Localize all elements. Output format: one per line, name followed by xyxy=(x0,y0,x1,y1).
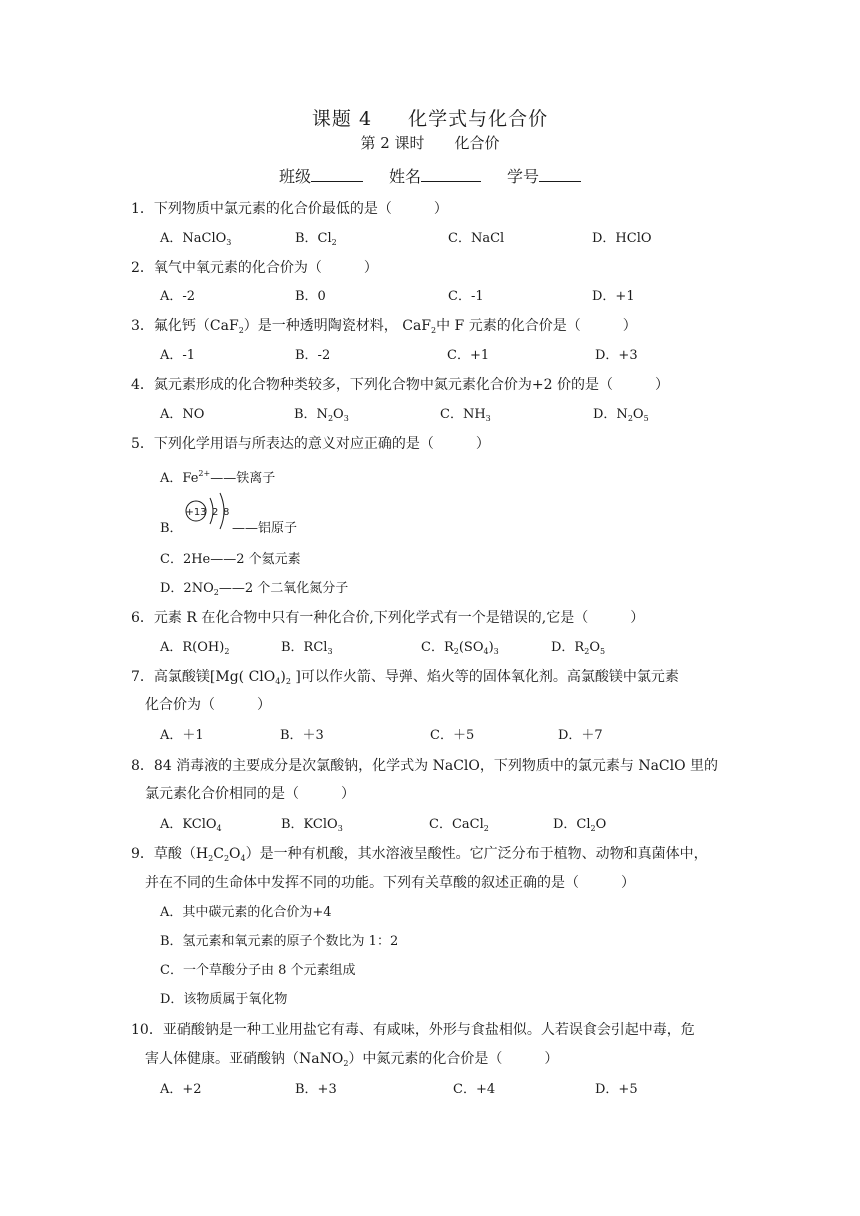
option-d[interactable]: D．＋7 xyxy=(558,728,603,743)
option-c[interactable]: C．+1 xyxy=(447,348,490,363)
option-d[interactable]: D．Cl2O xyxy=(553,817,607,833)
shell-2-electrons: 8 xyxy=(223,507,230,518)
question-1-stem: 1．下列物质中氯元素的化合价最低的是（ ） xyxy=(131,201,448,217)
question-8-options xyxy=(160,815,606,839)
option-a[interactable]: A．＋1 xyxy=(160,728,204,743)
question-7-stem-line-2: 化合价为（ ） xyxy=(145,697,271,713)
option-d[interactable]: D．+5 xyxy=(595,1082,638,1097)
question-9-option-b[interactable]: B．氢元素和氧元素的原子个数比为 1：2 xyxy=(160,934,399,949)
number-label: 学号 xyxy=(507,167,540,186)
option-b[interactable]: B．N2O3 xyxy=(294,407,349,423)
option-b[interactable]: B．0 xyxy=(295,289,326,304)
option-c[interactable]: C．+4 xyxy=(453,1082,496,1097)
question-2-stem: 2．氧气中氧元素的化合价为（ ） xyxy=(131,260,378,276)
question-6-options xyxy=(160,638,605,662)
question-10-stem-line-1: 10．亚硝酸钠是一种工业用盐它有毒、有咸味，外形与食盐相似。人若误食会引起中毒，危 xyxy=(131,1022,695,1038)
shell-1-electrons: 2 xyxy=(212,507,219,518)
question-5-option-c[interactable]: C．2He——2 个氦元素 xyxy=(160,552,301,567)
option-b[interactable]: B．Cl2 xyxy=(295,231,337,247)
number-blank[interactable] xyxy=(539,167,581,182)
question-3-stem: 3．氟化钙（CaF$_2$）是一种透明陶瓷材料， CaF$_2$中 F 元素的化合价是（ ） xyxy=(131,318,637,335)
option-a[interactable]: A．R(OH)2 xyxy=(160,640,230,656)
option-c[interactable]: C．NH3 xyxy=(440,407,491,423)
question-4-options xyxy=(160,405,649,429)
aluminum-atom-structure-diagram xyxy=(160,487,240,531)
option-a[interactable]: A．NO xyxy=(160,407,205,422)
title-topic: 化学式与化合价 xyxy=(408,108,549,130)
question-6-stem: 6．元素 R 在化合物中只有一种化合价,下列化学式有一个是错误的,它是（ ） xyxy=(131,610,645,626)
question-3-options xyxy=(160,346,638,366)
option-a[interactable]: A．+2 xyxy=(160,1082,202,1097)
question-9-option-c[interactable]: C．一个草酸分子由 8 个元素组成 xyxy=(160,963,356,978)
question-9-stem-line-2: 并在不同的生命体中发挥不同的功能。下列有关草酸的叙述正确的是（ ） xyxy=(145,875,635,891)
option-a[interactable]: A．-1 xyxy=(160,348,196,363)
question-2-options xyxy=(160,287,635,307)
option-c[interactable]: C．NaCl xyxy=(448,231,505,246)
option-b[interactable]: B．RCl3 xyxy=(281,640,333,656)
option-d[interactable]: D．+3 xyxy=(595,348,638,363)
name-label: 姓名 xyxy=(388,167,421,186)
question-9-option-d[interactable]: D．该物质属于氧化物 xyxy=(160,992,288,1007)
question-7-options xyxy=(160,726,603,746)
option-a[interactable]: A．-2 xyxy=(160,289,196,304)
option-c[interactable]: C．＋5 xyxy=(430,728,475,743)
title-lesson-number: 课题 4 xyxy=(311,108,373,130)
option-c[interactable]: C．R2(SO4)3 xyxy=(421,640,499,656)
question-10-stem-line-2: 害人体健康。亚硝酸钠（NaNO$_2$）中氮元素的化合价是（ ） xyxy=(145,1051,559,1068)
option-b[interactable]: B．-2 xyxy=(295,348,331,363)
option-d[interactable]: D．+1 xyxy=(592,289,635,304)
option-d[interactable]: D．R2O5 xyxy=(551,640,606,656)
option-a[interactable]: A．KClO4 xyxy=(160,817,222,833)
question-9-stem-line-1: 9．草酸$(H_2C_2O_4)$是一种有机酸，其水溶液呈酸性。它广泛分布于植物、动物和真菌体中， xyxy=(131,846,708,863)
student-info-line xyxy=(0,164,860,187)
question-5-stem: 5．下列化学用语与所表达的意义对应正确的是（ ） xyxy=(131,436,490,452)
nucleus-charge: +13 xyxy=(185,507,207,518)
question-8-stem-line-2: 氯元素化合价相同的是（ ） xyxy=(145,786,355,802)
question-5-option-d[interactable]: D．2NO2——2 个二氧化氮分子 xyxy=(160,581,349,597)
class-blank[interactable] xyxy=(311,167,363,182)
name-blank[interactable] xyxy=(421,167,481,182)
option-c[interactable]: C．-1 xyxy=(448,289,484,304)
question-8-stem-line-1: 8．84 消毒液的主要成分是次氯酸钠，化学式为 NaClO，下列物质中的氯元素与 NaClO 里的 xyxy=(131,758,719,774)
option-d[interactable]: D．N2O5 xyxy=(593,407,649,423)
option-b[interactable]: B．+3 xyxy=(295,1082,337,1097)
class-label: 班级 xyxy=(278,167,311,186)
option-c[interactable]: C．CaCl2 xyxy=(429,817,489,833)
option-d[interactable]: D．HClO xyxy=(592,231,652,246)
lesson-subtitle xyxy=(0,132,860,153)
subtitle-topic: 化合价 xyxy=(454,134,500,152)
question-1-options xyxy=(160,229,652,253)
question-5-option-b[interactable]: B． +13 2 8 ——铝原子 xyxy=(160,491,360,531)
option-b[interactable]: B．KClO3 xyxy=(281,817,343,833)
question-7-stem-line-1: 7．高氯酸镁[Mg( $ClO_4)_2$ ]可以作火箭、导弹、焰火等的固体氧化剂。高氯酸镁中氯元素 xyxy=(131,669,679,686)
option-b[interactable]: B．＋3 xyxy=(280,728,324,743)
subtitle-period: 第 2 课时 xyxy=(360,134,425,152)
question-4-stem: 4．氮元素形成的化合物种类较多，下列化合物中氮元素化合价为+2 价的是（ ） xyxy=(131,377,669,393)
question-5-option-a[interactable]: A．Fe2+——铁离子 xyxy=(160,469,276,486)
question-10-options xyxy=(160,1080,638,1100)
lesson-title xyxy=(0,104,860,131)
option-a[interactable]: A．NaClO3 xyxy=(160,231,232,247)
question-9-option-a[interactable]: A．其中碳元素的化合价为+4 xyxy=(160,905,332,920)
